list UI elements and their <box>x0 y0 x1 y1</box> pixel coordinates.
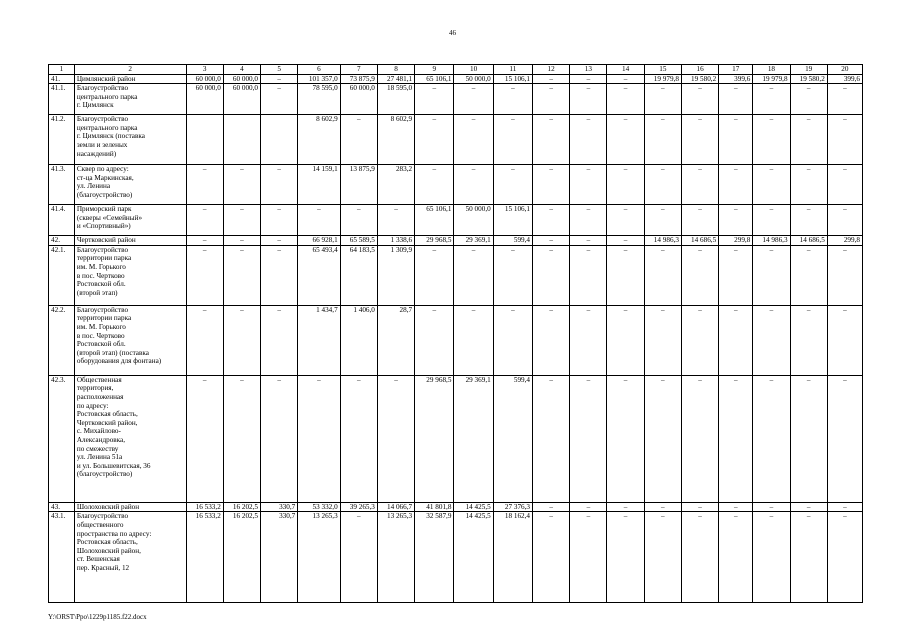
value-cell: 19 580,2 <box>681 74 718 84</box>
table-row <box>49 74 863 84</box>
column-header: 11 <box>493 65 532 75</box>
value-cell: 73 875,9 <box>340 74 377 84</box>
value-cell: – <box>827 165 862 205</box>
value-cell: – <box>719 245 753 305</box>
value-cell: – <box>681 115 718 165</box>
value-cell: – <box>719 512 753 603</box>
value-cell: 299,8 <box>827 236 862 246</box>
value-cell: 18 162,4 <box>493 512 532 603</box>
row-number: 41. <box>49 74 75 84</box>
value-cell: – <box>607 375 644 502</box>
value-cell: – <box>340 115 377 165</box>
value-cell: – <box>753 205 790 236</box>
row-name: Чертковский район <box>74 236 186 246</box>
value-cell: – <box>681 375 718 502</box>
value-cell: – <box>753 512 790 603</box>
table-row <box>49 502 863 512</box>
value-cell: – <box>644 115 681 165</box>
value-cell: – <box>533 165 570 205</box>
value-cell: – <box>570 305 607 375</box>
value-cell: 283,2 <box>377 165 414 205</box>
column-header: 10 <box>454 65 493 75</box>
value-cell: – <box>186 205 223 236</box>
value-cell: – <box>223 375 260 502</box>
value-cell: 14 686,5 <box>790 236 827 246</box>
column-header: 1 <box>49 65 75 75</box>
row-number: 42.1. <box>49 245 75 305</box>
value-cell: – <box>415 115 454 165</box>
value-cell: 299,8 <box>719 236 753 246</box>
table-row <box>49 84 863 115</box>
value-cell: – <box>454 84 493 115</box>
value-cell: – <box>753 245 790 305</box>
value-cell: 1 434,7 <box>298 305 340 375</box>
value-cell: – <box>570 236 607 246</box>
column-header: 12 <box>533 65 570 75</box>
value-cell: 599,4 <box>493 236 532 246</box>
value-cell: – <box>790 165 827 205</box>
value-cell: – <box>827 84 862 115</box>
table-row <box>49 245 863 305</box>
value-cell: – <box>415 84 454 115</box>
value-cell: – <box>261 205 298 236</box>
column-header: 4 <box>223 65 260 75</box>
value-cell: 14 686,5 <box>681 236 718 246</box>
column-header: 3 <box>186 65 223 75</box>
value-cell: 78 595,0 <box>298 84 340 115</box>
value-cell: – <box>454 305 493 375</box>
value-cell: – <box>719 375 753 502</box>
value-cell: – <box>719 84 753 115</box>
value-cell: – <box>570 205 607 236</box>
value-cell: 330,7 <box>261 512 298 603</box>
row-number: 43.1. <box>49 512 75 603</box>
row-name: Приморский парк (скверы «Семейный» и «Спортивный») <box>74 205 186 236</box>
value-cell: – <box>533 236 570 246</box>
value-cell: 14 986,3 <box>753 236 790 246</box>
value-cell: 65 106,1 <box>415 205 454 236</box>
value-cell: 8 602,9 <box>377 115 414 165</box>
value-cell: – <box>570 74 607 84</box>
row-number: 41.3. <box>49 165 75 205</box>
value-cell: – <box>223 245 260 305</box>
value-cell: – <box>607 305 644 375</box>
value-cell: 101 357,0 <box>298 74 340 84</box>
value-cell: – <box>790 115 827 165</box>
value-cell: 14 159,1 <box>298 165 340 205</box>
value-cell: – <box>681 205 718 236</box>
value-cell: – <box>377 375 414 502</box>
value-cell: – <box>681 502 718 512</box>
value-cell: 27 481,1 <box>377 74 414 84</box>
value-cell: 19 580,2 <box>790 74 827 84</box>
table-row <box>49 165 863 205</box>
value-cell: 65 589,5 <box>340 236 377 246</box>
value-cell: 39 265,3 <box>340 502 377 512</box>
value-cell: – <box>790 502 827 512</box>
row-number: 41.1. <box>49 84 75 115</box>
value-cell: – <box>223 305 260 375</box>
column-header: 8 <box>377 65 414 75</box>
row-name: Благоустройство территории парка им. М. Горького в пос. Чертково Ростовской обл. (второй этап) (поставка оборудования для фонтана) <box>74 305 186 375</box>
value-cell: – <box>607 115 644 165</box>
value-cell: – <box>790 305 827 375</box>
value-cell: – <box>533 205 570 236</box>
value-cell: – <box>827 502 862 512</box>
value-cell: – <box>340 375 377 502</box>
value-cell: – <box>186 375 223 502</box>
value-cell: 14 425,5 <box>454 512 493 603</box>
value-cell: 32 587,9 <box>415 512 454 603</box>
value-cell: – <box>493 115 532 165</box>
value-cell: – <box>533 375 570 502</box>
value-cell: 599,4 <box>493 375 532 502</box>
page-number: 46 <box>449 29 456 37</box>
row-number: 41.4. <box>49 205 75 236</box>
value-cell: – <box>607 84 644 115</box>
value-cell: 27 376,3 <box>493 502 532 512</box>
value-cell: 399,6 <box>719 74 753 84</box>
row-name: Благоустройство центрального парка г. Цимлянск (поставка земли и зеленых насаждений) <box>74 115 186 165</box>
value-cell: – <box>570 502 607 512</box>
value-cell: – <box>493 165 532 205</box>
value-cell: 29 369,1 <box>454 236 493 246</box>
value-cell: – <box>454 165 493 205</box>
value-cell: – <box>570 115 607 165</box>
value-cell <box>261 115 298 165</box>
row-number: 42. <box>49 236 75 246</box>
value-cell: – <box>790 245 827 305</box>
column-header: 9 <box>415 65 454 75</box>
value-cell: – <box>186 165 223 205</box>
value-cell: 64 183,5 <box>340 245 377 305</box>
value-cell: 14 066,7 <box>377 502 414 512</box>
row-number: 42.3. <box>49 375 75 502</box>
value-cell: – <box>186 245 223 305</box>
value-cell: – <box>261 84 298 115</box>
value-cell: – <box>607 236 644 246</box>
value-cell: 15 106,1 <box>493 74 532 84</box>
value-cell: – <box>719 165 753 205</box>
value-cell: 14 986,3 <box>644 236 681 246</box>
value-cell: 29 369,1 <box>454 375 493 502</box>
value-cell: – <box>340 512 377 603</box>
file-path-footer: Y:\ORST\Ppo\1229p1185.f22.docx <box>48 613 147 621</box>
value-cell: – <box>607 245 644 305</box>
value-cell: – <box>186 305 223 375</box>
table-row <box>49 305 863 375</box>
row-name: Общественная территория, расположенная по адресу: Ростовская область, Чертковский район, с. Михайлово- Александровка, по смежеству ул. Ленина 51а и ул. Большевитская, 36 (благоустройство) <box>74 375 186 502</box>
value-cell: – <box>644 245 681 305</box>
value-cell: – <box>681 165 718 205</box>
value-cell: – <box>533 512 570 603</box>
column-header: 15 <box>644 65 681 75</box>
column-header: 2 <box>74 65 186 75</box>
value-cell: – <box>415 245 454 305</box>
value-cell: 13 265,3 <box>377 512 414 603</box>
value-cell: – <box>719 502 753 512</box>
value-cell: – <box>415 305 454 375</box>
value-cell: – <box>454 115 493 165</box>
value-cell: – <box>607 205 644 236</box>
value-cell: 60 000,0 <box>186 74 223 84</box>
value-cell: 16 202,5 <box>223 502 260 512</box>
value-cell: – <box>261 165 298 205</box>
value-cell: 16 202,5 <box>223 512 260 603</box>
value-cell: 1 309,9 <box>377 245 414 305</box>
value-cell: – <box>827 245 862 305</box>
table-row <box>49 205 863 236</box>
value-cell: 399,6 <box>827 74 862 84</box>
value-cell: – <box>753 305 790 375</box>
column-header: 16 <box>681 65 718 75</box>
value-cell: – <box>261 74 298 84</box>
value-cell: – <box>493 305 532 375</box>
value-cell: – <box>753 502 790 512</box>
value-cell: – <box>570 375 607 502</box>
column-header: 17 <box>719 65 753 75</box>
value-cell: – <box>790 205 827 236</box>
budget-table-wrapper <box>48 64 863 603</box>
column-header: 7 <box>340 65 377 75</box>
value-cell: – <box>223 205 260 236</box>
column-header: 13 <box>570 65 607 75</box>
value-cell: 41 801,8 <box>415 502 454 512</box>
value-cell: – <box>261 305 298 375</box>
value-cell: – <box>644 84 681 115</box>
value-cell: – <box>681 305 718 375</box>
table-row <box>49 236 863 246</box>
value-cell: – <box>298 205 340 236</box>
value-cell: – <box>570 245 607 305</box>
column-header: 5 <box>261 65 298 75</box>
value-cell: – <box>644 165 681 205</box>
value-cell: – <box>790 512 827 603</box>
value-cell: – <box>644 512 681 603</box>
value-cell: – <box>681 245 718 305</box>
value-cell: – <box>719 305 753 375</box>
table-row <box>49 512 863 603</box>
value-cell: – <box>827 305 862 375</box>
value-cell: 60 000,0 <box>340 84 377 115</box>
value-cell: 65 493,4 <box>298 245 340 305</box>
value-cell <box>223 115 260 165</box>
value-cell: 16 533,2 <box>186 502 223 512</box>
value-cell: – <box>533 305 570 375</box>
value-cell: – <box>644 205 681 236</box>
value-cell: 29 968,5 <box>415 375 454 502</box>
value-cell: – <box>827 115 862 165</box>
row-number: 41.2. <box>49 115 75 165</box>
value-cell: 1 338,6 <box>377 236 414 246</box>
column-header: 18 <box>753 65 790 75</box>
value-cell: – <box>261 236 298 246</box>
value-cell: 66 928,1 <box>298 236 340 246</box>
value-cell: 15 106,1 <box>493 205 532 236</box>
value-cell: 60 000,0 <box>223 74 260 84</box>
value-cell: – <box>681 84 718 115</box>
value-cell: – <box>223 165 260 205</box>
value-cell: – <box>533 502 570 512</box>
value-cell: – <box>753 375 790 502</box>
value-cell: – <box>719 115 753 165</box>
value-cell: 50 000,0 <box>454 205 493 236</box>
value-cell: 330,7 <box>261 502 298 512</box>
value-cell: – <box>607 502 644 512</box>
value-cell: – <box>753 84 790 115</box>
value-cell: 13 875,9 <box>340 165 377 205</box>
value-cell: – <box>186 236 223 246</box>
value-cell: – <box>223 236 260 246</box>
value-cell: – <box>644 502 681 512</box>
value-cell: – <box>644 375 681 502</box>
value-cell: 19 979,8 <box>753 74 790 84</box>
value-cell: – <box>533 74 570 84</box>
value-cell <box>186 115 223 165</box>
value-cell: – <box>607 165 644 205</box>
header-row <box>49 65 863 75</box>
value-cell: – <box>298 375 340 502</box>
row-name: Сквер по адресу: ст-ца Маркинская, ул. Ленина (благоустройство) <box>74 165 186 205</box>
value-cell: – <box>719 205 753 236</box>
value-cell: – <box>261 375 298 502</box>
column-header: 14 <box>607 65 644 75</box>
value-cell: 50 000,0 <box>454 74 493 84</box>
value-cell: 60 000,0 <box>223 84 260 115</box>
value-cell: – <box>533 115 570 165</box>
value-cell: – <box>827 205 862 236</box>
value-cell: 18 595,0 <box>377 84 414 115</box>
value-cell: 16 533,2 <box>186 512 223 603</box>
row-name: Благоустройство территории парка им. М. Горького в пос. Чертково Ростовской обл. (второй этап) <box>74 245 186 305</box>
value-cell: 60 000,0 <box>186 84 223 115</box>
value-cell: – <box>533 245 570 305</box>
row-name: Цимлянский район <box>74 74 186 84</box>
value-cell: – <box>493 245 532 305</box>
row-name: Благоустройство общественного пространства по адресу: Ростовская область, Шолоховский район, ст. Вешенская пер. Красный, 12 <box>74 512 186 603</box>
table-row <box>49 115 863 165</box>
row-name: Шолоховский район <box>74 502 186 512</box>
column-header: 19 <box>790 65 827 75</box>
row-name: Благоустройство центрального парка г. Цимлянск <box>74 84 186 115</box>
value-cell: 1 406,0 <box>340 305 377 375</box>
table-row <box>49 375 863 502</box>
value-cell: – <box>377 205 414 236</box>
value-cell: 65 106,1 <box>415 74 454 84</box>
value-cell: 29 968,5 <box>415 236 454 246</box>
value-cell: – <box>570 512 607 603</box>
value-cell: – <box>681 512 718 603</box>
value-cell: – <box>827 512 862 603</box>
value-cell: – <box>415 165 454 205</box>
value-cell: – <box>570 165 607 205</box>
value-cell: 53 332,0 <box>298 502 340 512</box>
value-cell: – <box>261 245 298 305</box>
value-cell: – <box>340 205 377 236</box>
value-cell: 8 602,9 <box>298 115 340 165</box>
value-cell: – <box>753 165 790 205</box>
value-cell: – <box>644 305 681 375</box>
column-header: 20 <box>827 65 862 75</box>
value-cell: 19 979,8 <box>644 74 681 84</box>
value-cell: – <box>570 84 607 115</box>
value-cell: – <box>493 84 532 115</box>
value-cell: – <box>607 74 644 84</box>
value-cell: – <box>790 375 827 502</box>
value-cell: – <box>827 375 862 502</box>
value-cell: – <box>790 84 827 115</box>
value-cell: – <box>753 115 790 165</box>
value-cell: – <box>533 84 570 115</box>
value-cell: 14 425,5 <box>454 502 493 512</box>
row-number: 43. <box>49 502 75 512</box>
value-cell: – <box>607 512 644 603</box>
value-cell: 13 265,3 <box>298 512 340 603</box>
column-header: 6 <box>298 65 340 75</box>
row-number: 42.2. <box>49 305 75 375</box>
value-cell: – <box>454 245 493 305</box>
budget-table <box>48 64 863 603</box>
value-cell: 28,7 <box>377 305 414 375</box>
